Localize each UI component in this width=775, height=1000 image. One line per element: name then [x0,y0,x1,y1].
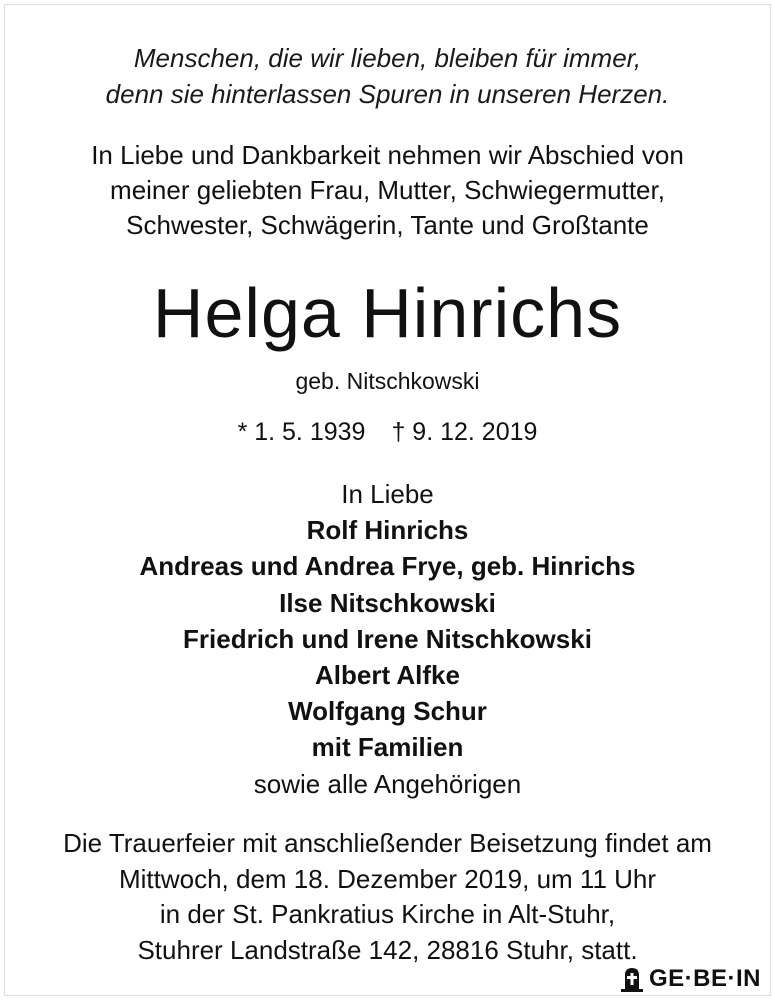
service-line: Stuhrer Landstraße 142, 28816 Stuhr, statt. [137,934,638,965]
service-line: Mittwoch, dem 18. Dezember 2019, um 11 Uhr [118,863,657,894]
signer-name: Andreas und Andrea Frye, geb. Hinrichs [139,551,636,582]
born-name: geb. Nitschkowski [295,368,480,394]
intro-line: In Liebe und Dankbarkeit nehmen wir Abschied von [91,140,684,170]
birth-date: * 1. 5. 1939 [237,418,366,446]
death-date: † 9. 12. 2019 [391,418,538,446]
intro-text [0,138,775,243]
logo-text: GE·BE·IN [649,965,761,992]
intro-line: meiner geliebten Frau, Mutter, Schwiegermutter, [110,175,665,205]
signers-intro: In Liebe [341,479,434,509]
service-info [0,826,775,968]
gravestone-icon [621,966,643,992]
signers-outro: sowie alle Angehörigen [253,768,522,799]
motto-line: Menschen, die wir lieben, bleiben für immer, [133,43,642,73]
signers-block [0,476,775,802]
motto [0,40,775,112]
life-dates [0,415,775,449]
deceased-name: Helga Hinrichs [152,274,623,352]
intro-line: Schwester, Schwägerin, Tante und Großtante [126,210,649,240]
service-line: in der St. Pankratius Kirche in Alt-Stuhr, [159,899,616,929]
signer-name: mit Familien [311,732,464,763]
signer-name: Ilse Nitschkowski [279,587,496,618]
motto-line: denn sie hinterlassen Spuren in unseren Herzen. [105,79,670,109]
signer-name: Albert Alfke [315,660,460,691]
gebein-logo [615,964,761,994]
service-line: Die Trauerfeier mit anschließender Beisetzung findet am [63,828,712,858]
signer-name: Friedrich und Irene Nitschkowski [183,623,592,654]
signer-name: Wolfgang Schur [288,696,487,727]
signer-name: Rolf Hinrichs [306,515,469,546]
